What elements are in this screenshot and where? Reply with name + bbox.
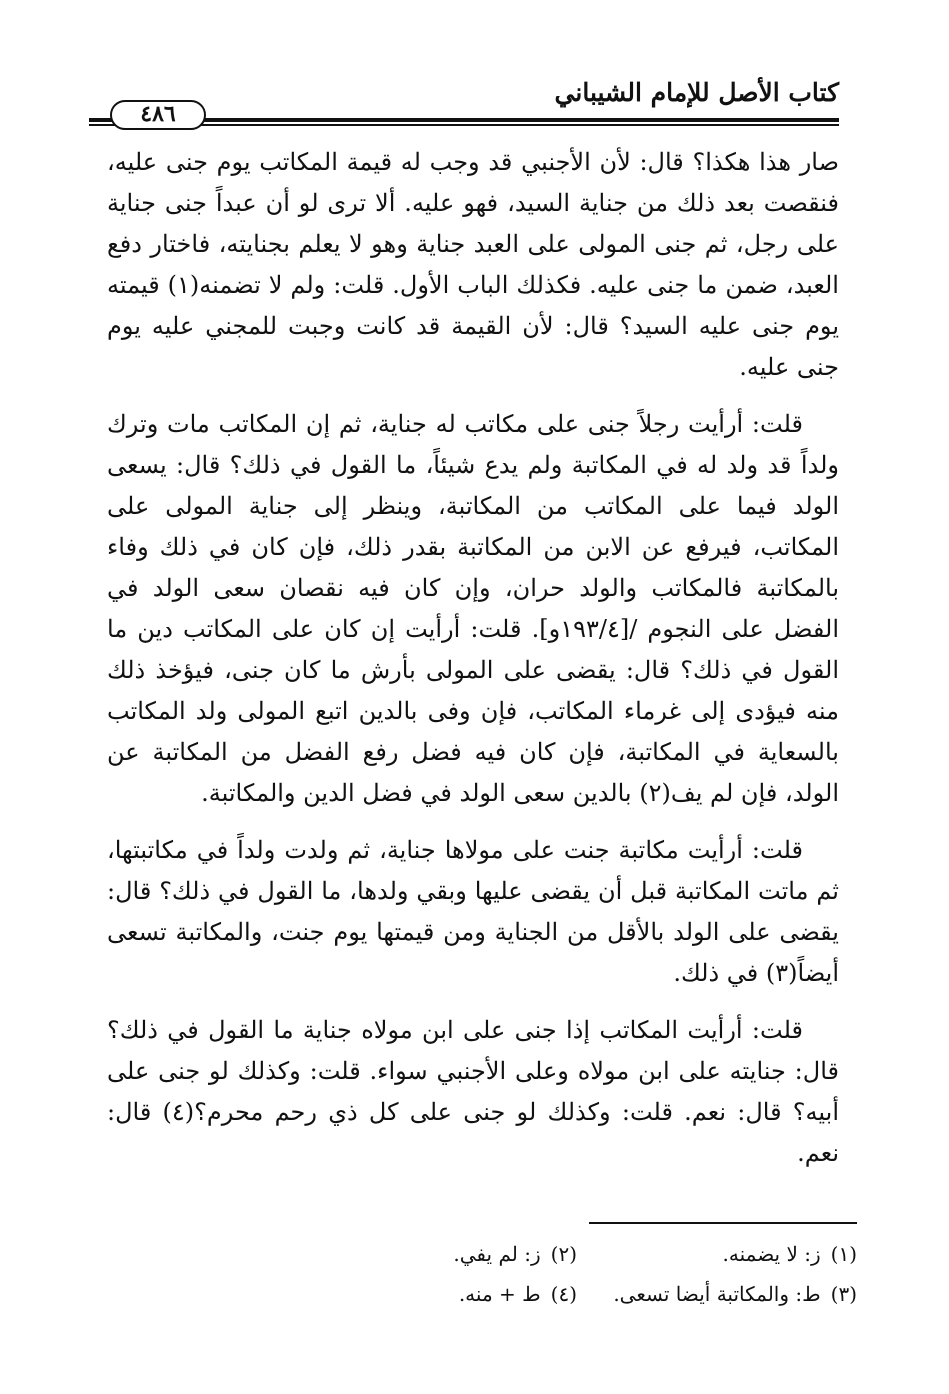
footnote-text: ط: والمكاتبة أيضا تسعى.	[613, 1282, 821, 1306]
paragraph-2: قلت: أرأيت رجلاً جنى على مكاتب له جناية، ثم إن المكاتب مات وترك ولداً قد ولد له في المكاتبة ولم يدع شيئاً، ما القول في ذلك؟ قال: يسعى الولد فيما على المكاتب من المكاتبة، وينظر إلى جناية المولى على المكاتب، فيرفع عن الابن من المكاتبة بقدر ذلك، فإن كان في ذلك وفاء بالمكاتبة فالمكاتب والولد حران، وإن كان فيه نقصان سعى الولد في الفضل على النجوم /[١٩٣/٤و]. قلت: أرأيت إن كان على المكاتب دين ما القول في ذلك؟ قال: يقضى على المولى بأرش ما كان جنى، فيؤخذ ذلك منه فيؤدى إلى غرماء المكاتب، فإن وفى بالدين اتبع المولى ولد المكاتب بالسعاية في المكاتبة، فإن كان فيه فضل رفع الفضل من المكاتبة عن الولد، فإن لم يف(٢) بالدين سعى الولد في فضل الدين والمكاتبة.	[107, 410, 840, 807]
footnote-text: ط + منه.	[458, 1282, 541, 1306]
footnote-row	[297, 1234, 857, 1274]
footnote-separator	[589, 1222, 857, 1224]
footnote-number: (١)	[830, 1242, 857, 1266]
paragraph-3: قلت: أرأيت مكاتبة جنت على مولاها جناية، ثم ولدت ولداً في مكاتبتها، ثم ماتت المكاتبة قبل أن يقضى عليها وبقي ولدها، ما القول في ذلك؟ قال: يقضى على الولد بالأقل من الجناية ومن قيمتها يوم جنت، والمكاتبة تسعى أيضاً(٣) في ذلك.	[107, 836, 839, 987]
footnote-4	[297, 1274, 577, 1314]
footnote-row	[297, 1274, 857, 1314]
footnote-1	[577, 1234, 857, 1274]
running-header	[110, 74, 839, 127]
footnote-text: ز: لم يفي.	[453, 1242, 541, 1266]
paragraph-4: قلت: أرأيت المكاتب إذا جنى على ابن مولاه جناية ما القول في ذلك؟ قال: جنايته على ابن مولاه وعلى الأجنبي سواء. قلت: وكذلك لو جنى على أبيه؟ قال: نعم. قلت: وكذلك لو جنى على كل ذي رحم محرم؟(٤) قال: نعم.	[107, 1016, 839, 1167]
footnotes	[297, 1234, 857, 1314]
footnote-2	[297, 1234, 577, 1274]
paragraph-1: صار هذا هكذا؟ قال: لأن الأجنبي قد وجب له قيمة المكاتب يوم جنى عليه، فنقصت بعد ذلك من جناية السيد، فهو عليه. ألا ترى لو أن عبداً جنى جناية على رجل، ثم جنى المولى على العبد جناية وهو لا يعلم بجنايته، فاختار دفع العبد، ضمن ما جنى عليه. فكذلك الباب الأول. قلت: ولم لا تضمنه(١) قيمته يوم جنى عليه السيد؟ قال: لأن القيمة قد كانت وجبت للمجني عليه يوم جنى عليه.	[107, 148, 840, 381]
footnote-number: (٢)	[550, 1242, 577, 1266]
page-number-badge: ٤٨٦	[110, 100, 206, 130]
footnote-number: (٣)	[830, 1282, 857, 1306]
main-text	[107, 142, 839, 1174]
footnote-number: (٤)	[550, 1282, 577, 1306]
footnote-3	[577, 1274, 857, 1314]
book-title: كتاب الأصل للإمام الشيباني	[554, 78, 839, 107]
footnote-text: ز: لا يضمنه.	[722, 1242, 821, 1266]
